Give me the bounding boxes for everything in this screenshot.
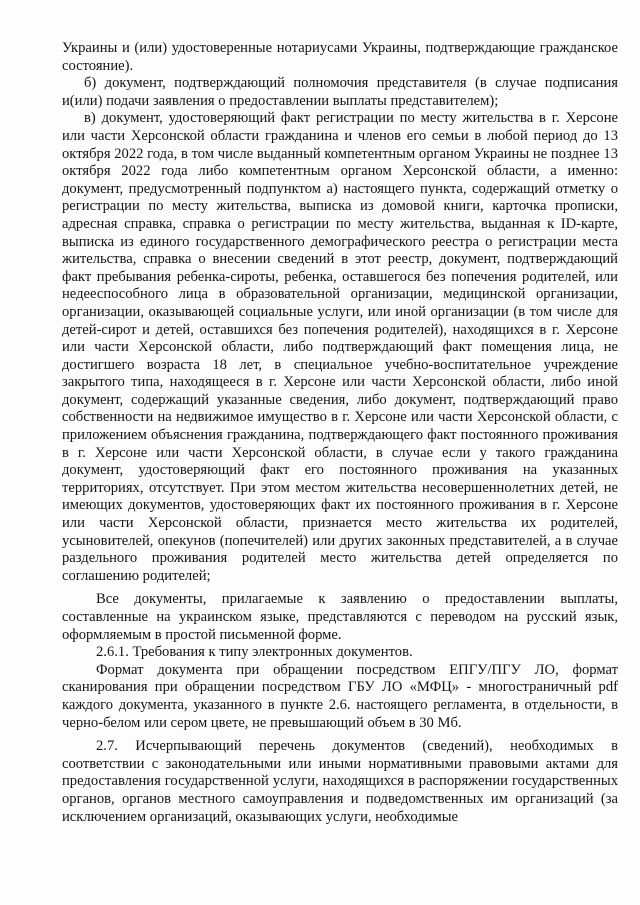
paragraph-item-v: в) документ, удостоверяющий факт регистрации по месту жительства в г. Херсоне или части Херсонской области гражданина и членов его семьи в любой период до 13 октября 2022 года, в том числе выданный компетентным органом Украины не позднее 13 октября 2022 года либо компетентным органом Херсонской области, а именно: документ, предусмотренный подпунктом а) настоящего пункта, содержащий отметку о регистрации по месту жительства, выписка из домовой книги, карточка прописки, адресная справка, справка о регистрации по месту жительства, выданная к ID-карте, выписка из единого государственного демографического реестра о регистрации места жительства, справка о внесении сведений в этот реестр, документ, подтверждающий факт пребывания ребенка-сироты, ребенка, оставшегося без попечения родителей, или недееспособного лица в образовательной организации, медицинской организации, организации, оказывающей социальные услуги, или иной организации (в том числе для детей-сирот и детей, оставшихся без попечения родителей), находящихся в г. Херсоне или части Херсонской области, либо подтверждающий факт помещения лица, не достигшего возраста 18 лет, в специальное учебно-воспитательное учреждение закрытого типа, находящееся в г. Херсоне или части Херсонской области, либо иной документ, содержащий указанные сведения, либо документ, подтверждающий право собственности на недвижимое имущество в г. Херсоне или части Херсонской области, с приложением объяснения гражданина, подтверждающего факт постоянного проживания в г. Херсоне или части Херсонской области, в случае если у такого гражданина документ, удостоверяющий факт его постоянного проживания на указанных территориях, отсутствует. При этом местом жительства несовершеннолетних детей, не имеющих документов, удостоверяющих факт их постоянного проживания в г. Херсоне или части Херсонской области, признается место жительства их родителей, усыновителей, опекунов (попечителей) или других законных представителей, а в случае раздельного проживания родителей место жительства детей определяется по соглашению родителей; xyxy=(62,110,618,584)
document-body xyxy=(62,40,618,826)
section-2-7-paragraph: 2.7. Исчерпывающий перечень документов (сведений), необходимых в соответствии с законодательными или иными нормативными правовыми актами для предоставления государственной услуги, находящихся в распоряжении государственных органов, органов местного самоуправления и подведомственных им организаций (за исключением организаций, оказывающих услуги, необходимые xyxy=(62,738,618,825)
section-2-6-1-heading: 2.6.1. Требования к типу электронных документов. xyxy=(96,644,413,661)
paragraph-continuation: Украины и (или) удостоверенные нотариусами Украины, подтверждающие гражданское состояние). xyxy=(62,40,618,74)
paragraph-translation-requirement: Все документы, прилагаемые к заявлению о предоставлении выплаты, составленные на украинском языке, представляются с переводом на русский язык, оформляемым в простой письменной форме. xyxy=(62,591,618,643)
paragraph-item-b: б) документ, подтверждающий полномочия представителя (в случае подписания и(или) подачи заявления о предоставлении выплаты представителем); xyxy=(62,75,618,109)
paragraph-format-requirement: Формат документа при обращении посредством ЕПГУ/ПГУ ЛО, формат сканирования при обращении посредством ГБУ ЛО «МФЦ» - многостраничный pdf каждого документа, указанного в пункте 2.6. настоящего регламента, в отдельности, в черно-белом или сером цвете, не превышающий объем в 30 Мб. xyxy=(62,661,618,731)
